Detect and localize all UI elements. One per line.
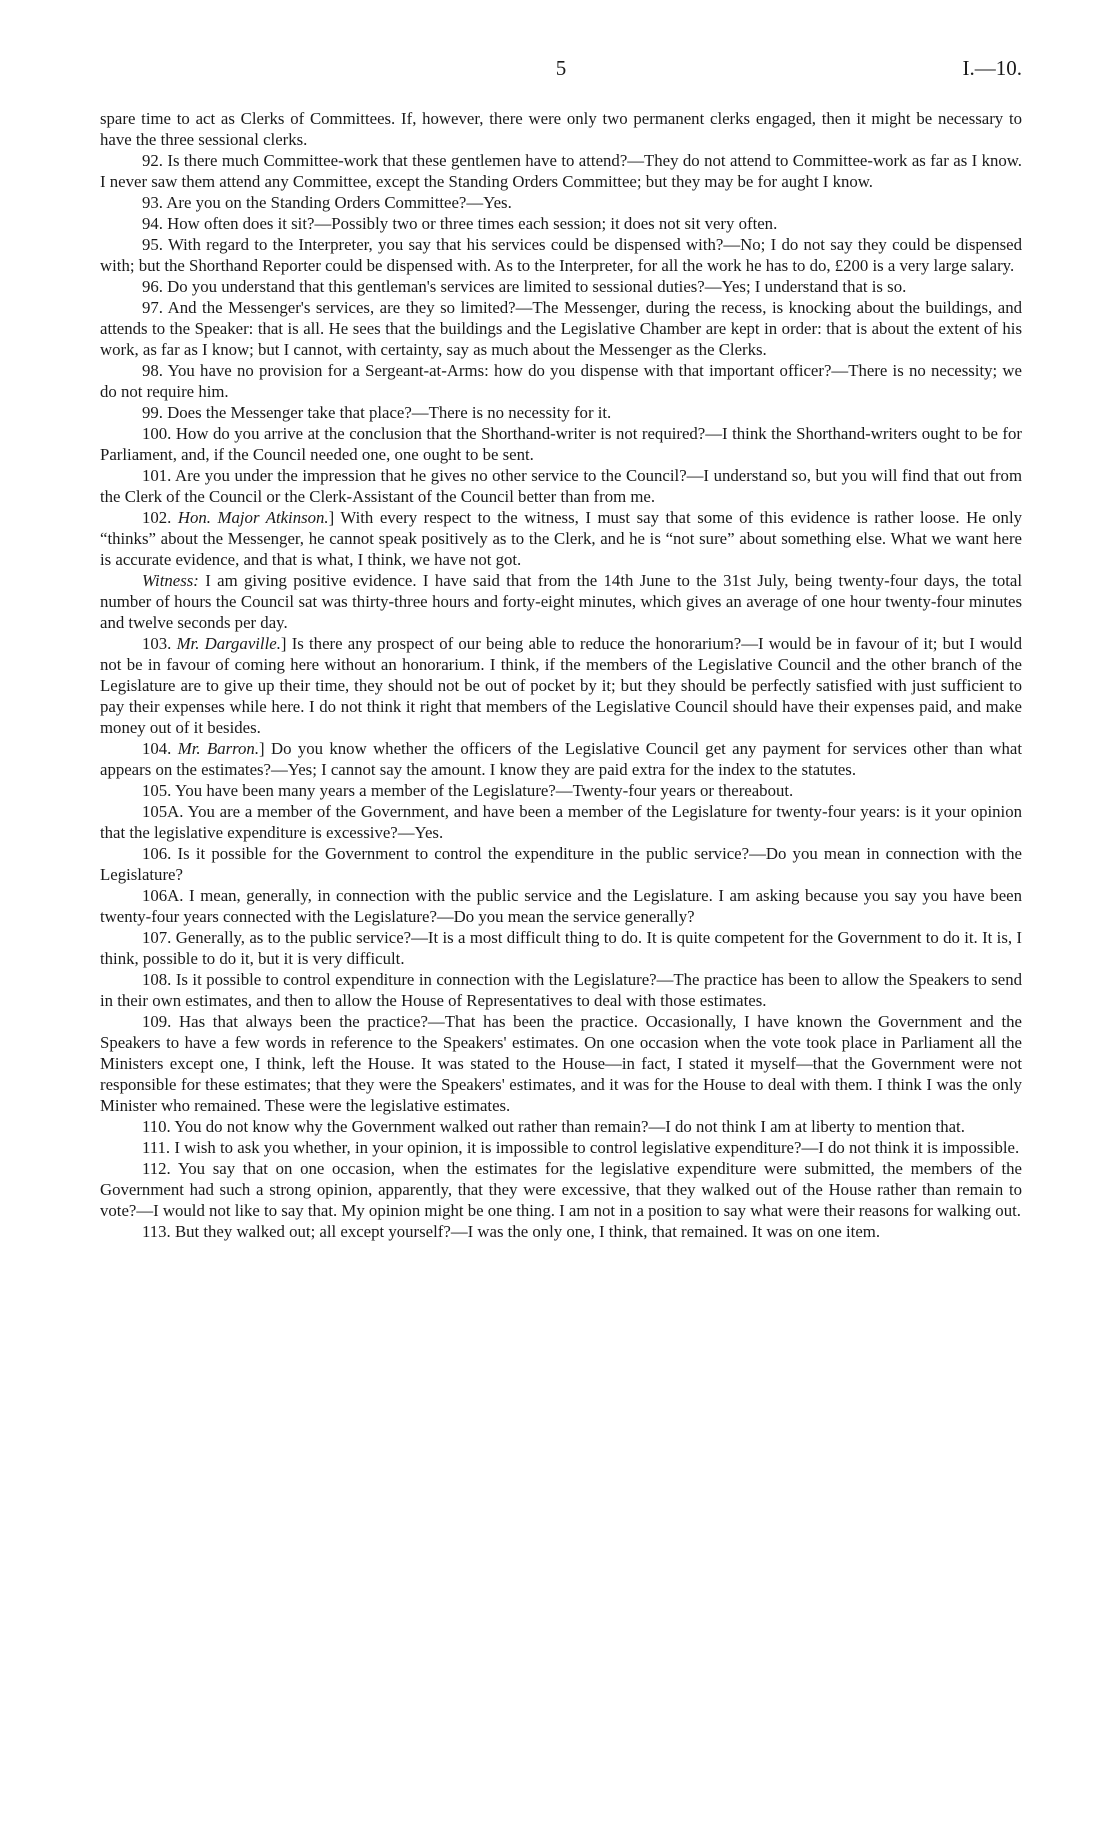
question-98: 98. You have no provision for a Sergeant-at-Arms: how do you dispense with that important officer?—There is no necessity; we do not require him. bbox=[100, 361, 1022, 401]
question-109: 109. Has that always been the practice?—That has been the practice. Occasionally, I have known the Government and the Speakers to have a few words in reference to the Speakers' estimates. On one occasion when the vote took place in Parliament all the Ministers except one, I think, left the House. It was stated to the House—in fact, I stated it myself—that the Government were not responsible for these estimates; that they were the Speakers' estimates, and it was for the House to deal with them. I think I was the only Minister who remained. These were the legislative estimates. bbox=[100, 1012, 1022, 1115]
paragraph-continuation: spare time to act as Clerks of Committees. If, however, there were only two permanent clerks engaged, then it might be necessary to have the three sessional clerks. bbox=[100, 109, 1022, 149]
question-113: 113. But they walked out; all except yourself?—I was the only one, I think, that remained. It was on one item. bbox=[142, 1222, 881, 1241]
question-97: 97. And the Messenger's services, are they so limited?—The Messenger, during the recess, is knocking about the buildings, and attends to the Speaker: that is all. He sees that the buildings and the Legislative Chamber are kept in order: that is about the extent of his work, as far as I know; but I cannot, with certainty, say as much about the Messenger as the Clerks. bbox=[100, 298, 1022, 359]
question-106a: 106A. I mean, generally, in connection with the public service and the Legislature. I am asking because you say you have been twenty-four years connected with the Legislature?—Do you mean the service generally? bbox=[100, 886, 1022, 926]
question-93: 93. Are you on the Standing Orders Committee?—Yes. bbox=[142, 193, 512, 212]
question-101: 101. Are you under the impression that he gives no other service to the Council?—I understand so, but you will find that out from the Clerk of the Council or the Clerk-Assistant of the Council better than from me. bbox=[100, 466, 1022, 506]
question-92: 92. Is there much Committee-work that these gentlemen have to attend?—They do not attend to Committee-work as far as I know. I never saw them attend any Committee, except the Standing Orders Committee; but they may be for aught I know. bbox=[100, 151, 1022, 191]
question-96: 96. Do you understand that this gentleman's services are limited to sessional duties?—Yes; I understand that is so. bbox=[142, 277, 907, 296]
question-94: 94. How often does it sit?—Possibly two or three times each session; it does not sit very often. bbox=[142, 214, 778, 233]
speaker-name: Mr. Barron. bbox=[177, 739, 260, 758]
evidence-body bbox=[100, 108, 1022, 1242]
document-reference: I.—10. bbox=[962, 56, 1022, 80]
question-104: 104. Mr. Barron.] Do you know whether the officers of the Legislative Council get any payment for services other than what appears on the estimates?—Yes; I cannot say the amount. I know they are paid extra for the index to the statutes. bbox=[100, 739, 1023, 779]
question-100: 100. How do you arrive at the conclusion that the Shorthand-writer is not required?—I think the Shorthand-writers ought to be for Parliament, and, if the Council needed one, one ought to be sent. bbox=[100, 424, 1022, 464]
question-99: 99. Does the Messenger take that place?—There is no necessity for it. bbox=[142, 403, 612, 422]
question-95: 95. With regard to the Interpreter, you say that his services could be dispensed with?—No; I do not say they could be dispensed with; but the Shorthand Reporter could be dispensed with. As to the Interpreter, for all the work he has to do, £200 is a very large salary. bbox=[100, 235, 1022, 275]
question-103: 103. Mr. Dargaville.] Is there any prospect of our being able to reduce the honorarium?—I would be in favour of it; but I would not be in favour of coming here without an honorarium. I think, if the members of the Legislative Council and the other branch of the Legislature are to give up their time, they should not be out of pocket by it; but they should be perfectly satisfied with just sufficient to pay their expenses while here. I do not think it right that members of the Legislative Council should have their expenses paid, and make money out of it besides. bbox=[100, 634, 1022, 737]
page-header bbox=[100, 56, 1022, 86]
witness-statement: Witness: I am giving positive evidence. I have said that from the 14th June to the 31st July, being twenty-four days, the total number of hours the Council sat was thirty-three hours and forty-eight minutes, which gives an average of one hour twenty-four minutes and twelve seconds per day. bbox=[100, 571, 1022, 632]
page-number: 5 bbox=[555, 56, 567, 80]
speaker-name: Mr. Dargaville. bbox=[176, 634, 281, 653]
question-112: 112. You say that on one occasion, when the estimates for the legislative expenditure were submitted, the members of the Government had such a strong opinion, apparently, that they were excessive, that they walked out of the House rather than remain to vote?—I would not like to say that. My opinion might be one thing. I am not in a position to say what were their reasons for walking out. bbox=[100, 1159, 1022, 1220]
question-105a: 105A. You are a member of the Government, and have been a member of the Legislature for twenty-four years: is it your opinion that the legislative expenditure is excessive?—Yes. bbox=[100, 802, 1022, 842]
question-102: 102. Hon. Major Atkinson.] With every respect to the witness, I must say that some of this evidence is rather loose. He only “thinks” about the Messenger, he cannot speak positively as to the Clerk, and he is “not sure” about something else. What we want here is accurate evidence, and that is what, I think, we have not got. bbox=[100, 508, 1022, 569]
question-107: 107. Generally, as to the public service?—It is a most difficult thing to do. It is quite competent for the Government to do it. It is, I think, possible to do it, but it is very difficult. bbox=[100, 928, 1022, 968]
question-110: 110. You do not know why the Government walked out rather than remain?—I do not think I am at liberty to mention that. bbox=[142, 1117, 965, 1136]
speaker-name: Witness: bbox=[142, 571, 199, 590]
question-108: 108. Is it possible to control expenditure in connection with the Legislature?—The practice has been to allow the Speakers to send in their own estimates, and then to allow the House of Representatives to deal with those estimates. bbox=[100, 970, 1022, 1010]
speaker-name: Hon. Major Atkinson. bbox=[177, 508, 329, 527]
question-106: 106. Is it possible for the Government to control the expenditure in the public service?—Do you mean in connection with the Legislature? bbox=[100, 844, 1022, 884]
question-111: 111. I wish to ask you whether, in your opinion, it is impossible to control legislative expenditure?—I do not think it is impossible. bbox=[142, 1138, 1020, 1157]
question-105: 105. You have been many years a member of the Legislature?—Twenty-four years or thereabout. bbox=[142, 781, 794, 800]
